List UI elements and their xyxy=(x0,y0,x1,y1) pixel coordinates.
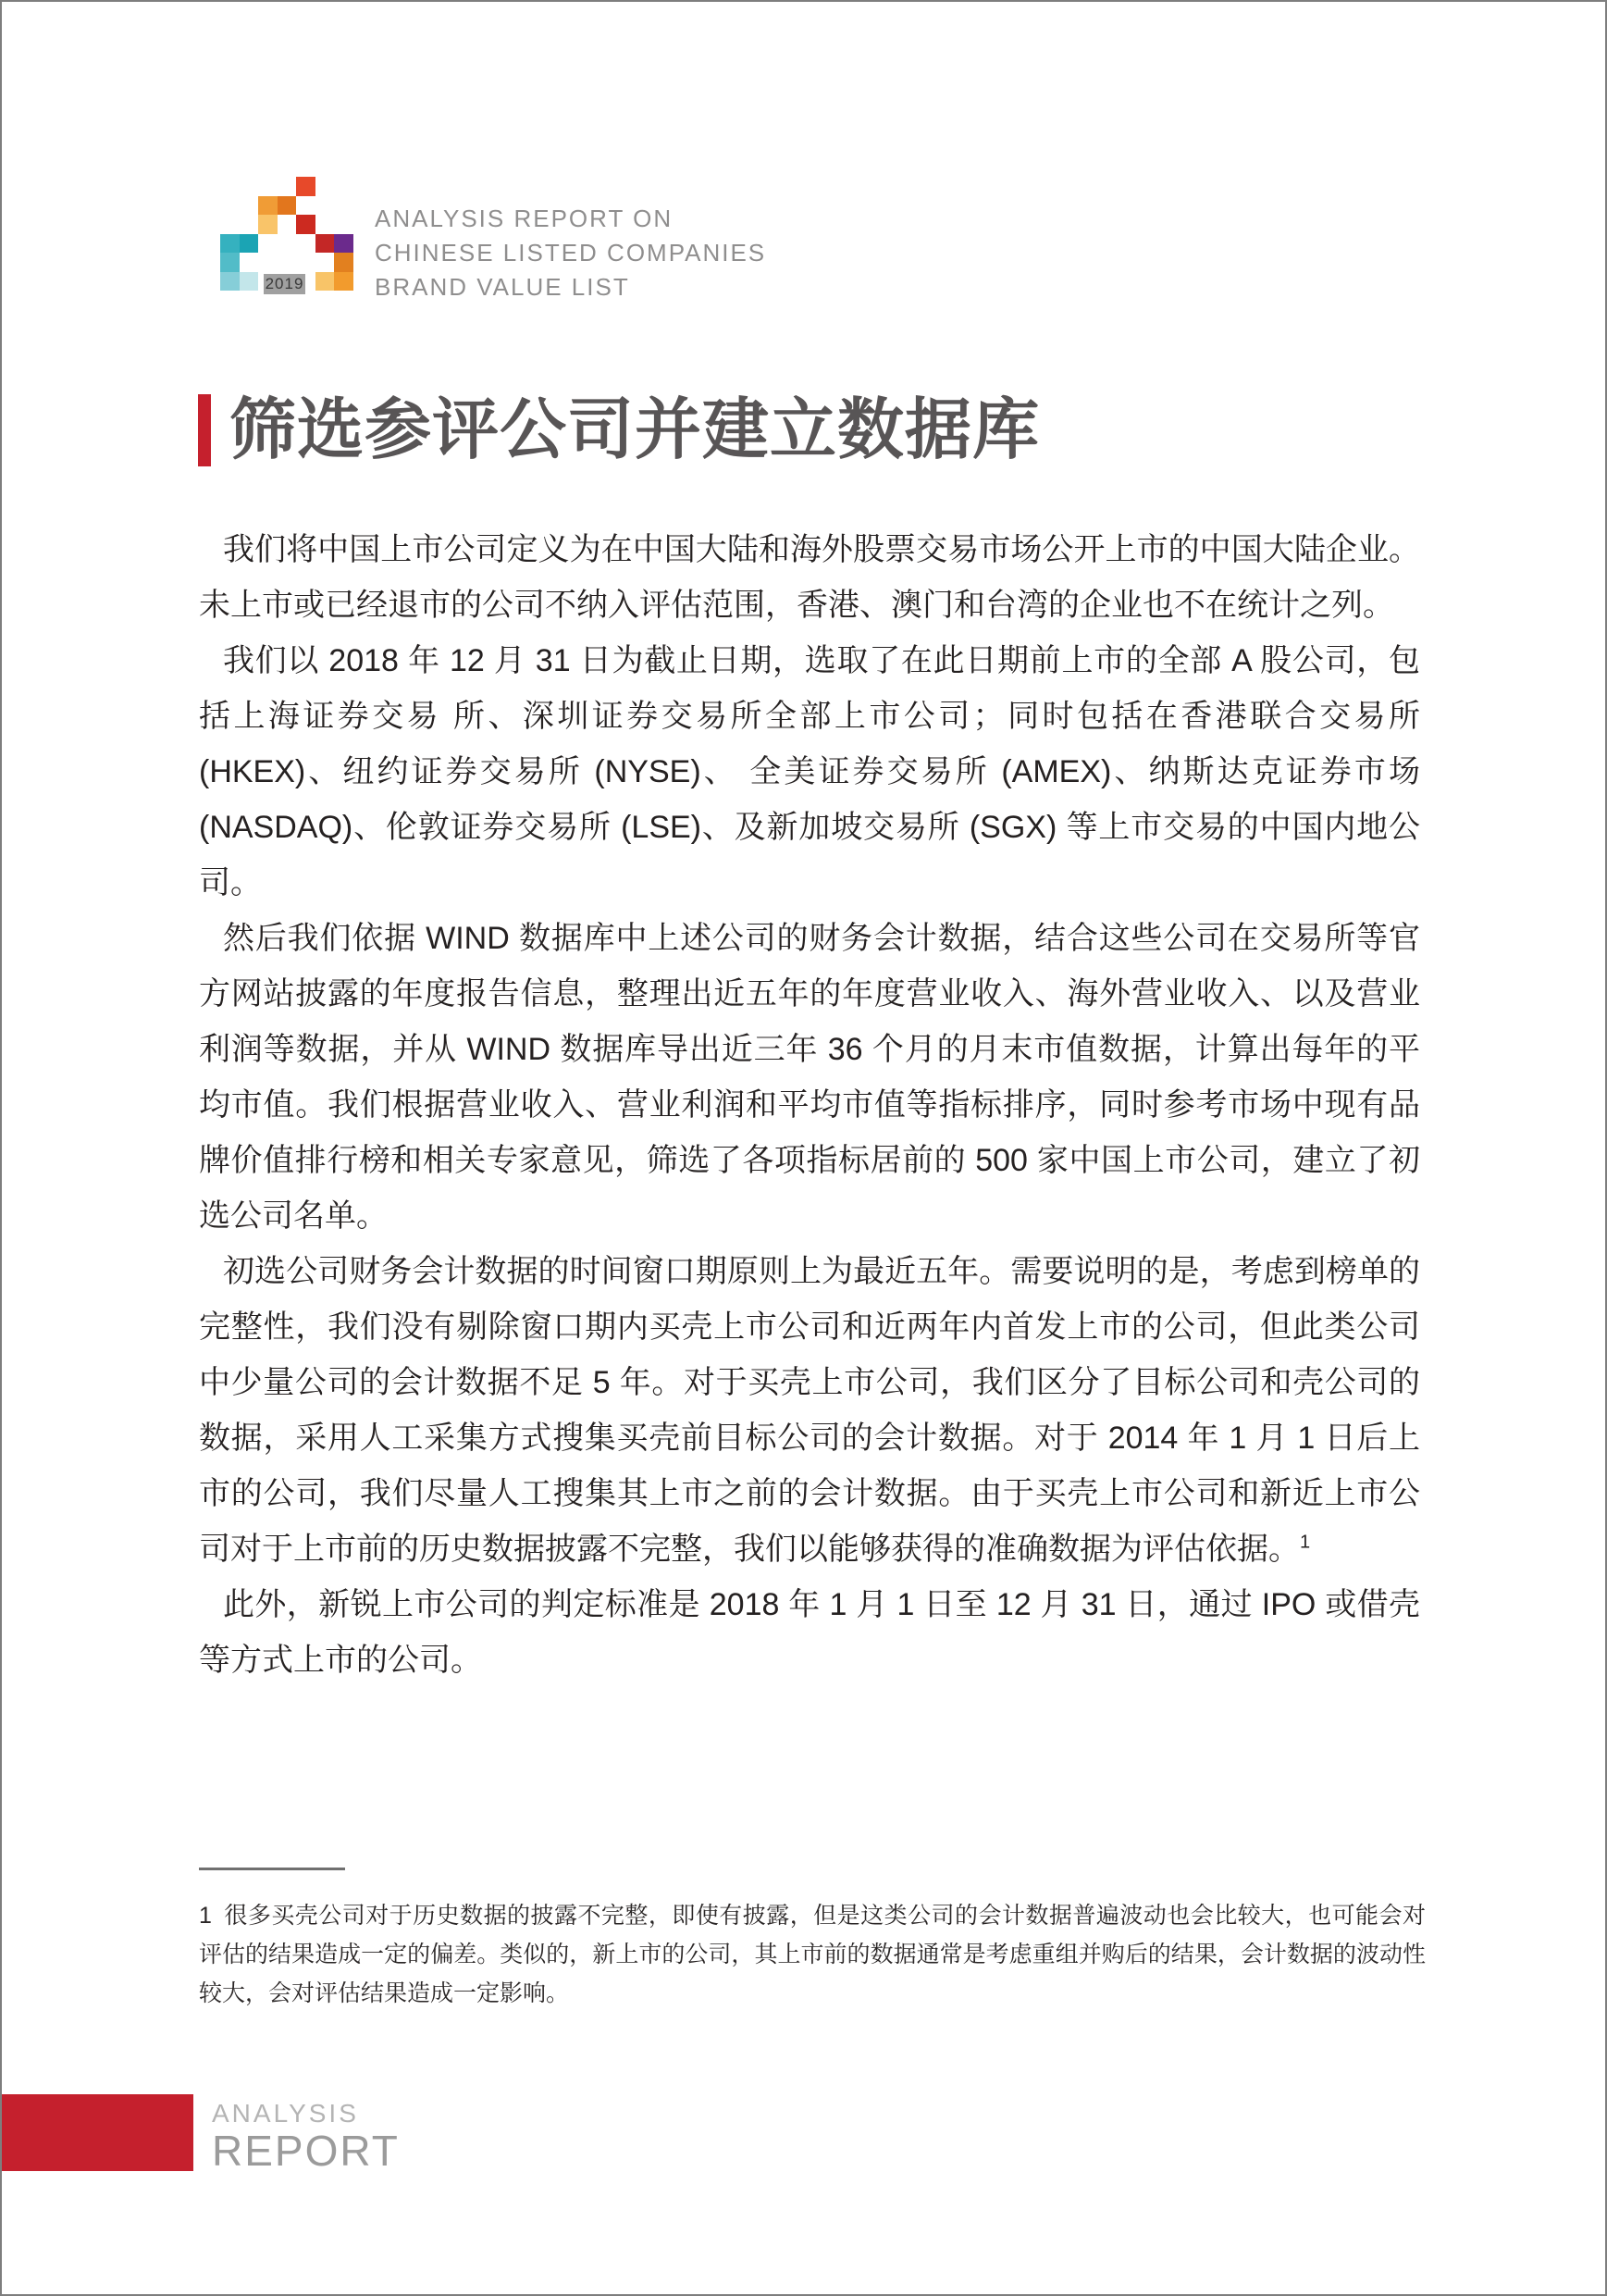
logo-square xyxy=(334,234,353,254)
footnote-ref: 1 xyxy=(1300,1532,1311,1553)
paragraph-2-text: 我们以 2018 年 12 月 31 日为截止日期，选取了在此日期前上市的全部 A 股公司，包括上海证券交易 所、深圳证券交易所全部上市公司；同时包括在香港联合交易所 (HKEX)、纽约证券交易所 (NYSE)、 全美证券交易所 (AMEX)、纳斯达克证券市场 (NASDAQ)、伦敦证券交易所 (LSE)、及新加坡交易所 (SGX) 等上市交易的中国内地公司。 xyxy=(199,643,1420,900)
logo-square xyxy=(296,215,315,234)
footnote-marker: 1 xyxy=(199,1903,212,1929)
paragraph-5 xyxy=(199,1577,1420,1688)
paragraph-4 xyxy=(199,1244,1420,1577)
header-caption-line-2: CHINESE LISTED COMPANIES xyxy=(375,239,767,267)
footnote-divider xyxy=(199,1868,345,1870)
logo-square xyxy=(278,196,297,216)
logo-square xyxy=(334,272,353,292)
paragraph-3 xyxy=(199,911,1420,1244)
paragraph-1-text: 我们将中国上市公司定义为在中国大陆和海外股票交易市场公开上市的中国大陆企业。未上市或已经退市的公司不纳入评估范围，香港、澳门和台湾的企业也不在统计之列。 xyxy=(199,532,1420,623)
logo-square xyxy=(240,234,259,254)
paragraph-1 xyxy=(199,522,1420,633)
footer-accent-block xyxy=(2,2094,193,2171)
paragraph-4-text: 初选公司财务会计数据的时间窗口期原则上为最近五年。需要说明的是，考虑到榜单的完整性，我们没有剔除窗口期内买壳上市公司和近两年内首发上市的公司，但此类公司中少量公司的会计数据不足 5 年。对于买壳上市公司，我们区分了目标公司和壳公司的数据，采用人工采集方式搜集买壳前目标公司的会计数据。对于 2014 年 1 月 1 日后上市的公司，我们尽量人工搜集其上市之前的会计数据。由于买壳上市公司和新近上市公司对于上市前的历史数据披露不完整，我们以能够获得的准确数据为评估依据。 xyxy=(199,1254,1420,1567)
paragraph-2 xyxy=(199,633,1420,911)
footnote-text: 很多买壳公司对于历史数据的披露不完整，即使有披露，但是这类公司的会计数据普遍波动也会比较大，也可能会对评估的结果造成一定的偏差。类似的，新上市的公司，其上市前的数据通常是考虑重组并购后的结果，会计数据的波动性较大，会对评估结果造成一定影响。 xyxy=(199,1903,1426,2006)
logo-square xyxy=(315,234,335,254)
logo-year-badge: 2019 xyxy=(265,275,304,292)
logo-square xyxy=(220,272,240,292)
logo-square xyxy=(315,272,335,292)
body-text xyxy=(199,522,1420,1688)
logo-square xyxy=(258,196,278,216)
logo-square xyxy=(220,234,240,254)
footer-label-analysis: ANALYSIS xyxy=(212,2099,359,2128)
footer-label-report: REPORT xyxy=(212,2127,400,2175)
paragraph-3-text: 然后我们依据 WIND 数据库中上述公司的财务会计数据，结合这些公司在交易所等官方网站披露的年度报告信息，整理出近五年的年度营业收入、海外营业收入、以及营业利润等数据，并从 WIND 数据库导出近三年 36 个月的月末市值数据，计算出每年的平均市值。我们根据营业收入、营业利润和平均市值等指标排序，同时参考市场中现有品牌价值排行榜和相关专家意见，筛选了各项指标居前的 500 家中国上市公司，建立了初选公司名单。 xyxy=(199,921,1420,1234)
header-caption-line-1: ANALYSIS REPORT ON xyxy=(375,205,674,232)
logo-square xyxy=(296,177,315,196)
logo-square xyxy=(220,253,240,272)
header-caption-line-3: BRAND VALUE LIST xyxy=(375,273,630,301)
page-title: 筛选参评公司并建立数据库 xyxy=(229,393,1041,467)
logo-square xyxy=(334,253,353,272)
logo-square xyxy=(240,272,259,292)
paragraph-5-text: 此外，新锐上市公司的判定标准是 2018 年 1 月 1 日至 12 月 31 日，通过 IPO 或借壳等方式上市的公司。 xyxy=(199,1587,1420,1678)
report-header-caption xyxy=(375,202,766,304)
section-accent-bar xyxy=(198,394,211,466)
footer-text xyxy=(212,2097,400,2175)
logo-square xyxy=(258,215,278,234)
footnote xyxy=(199,1896,1426,2013)
